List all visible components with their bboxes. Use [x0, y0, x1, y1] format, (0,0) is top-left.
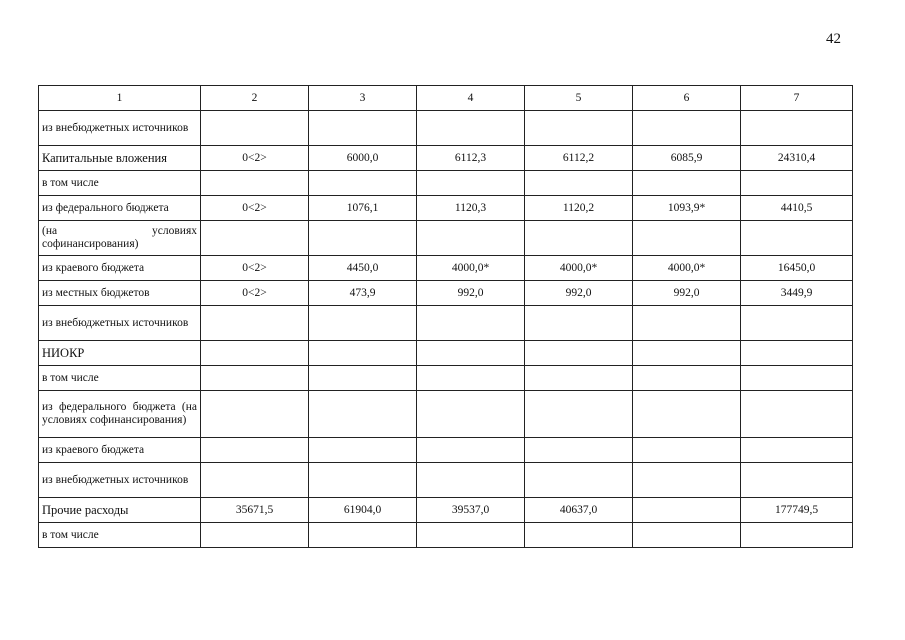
table-cell	[417, 341, 525, 366]
table-cell	[201, 111, 309, 146]
table-cell	[309, 341, 417, 366]
table-cell	[633, 111, 741, 146]
column-header: 3	[309, 86, 417, 111]
table-row	[39, 463, 853, 498]
table-cell	[741, 523, 853, 548]
table-cell	[201, 463, 309, 498]
table-cell	[741, 111, 853, 146]
table-cell: 6112,2	[525, 146, 633, 171]
table-cell	[309, 463, 417, 498]
row-label: из федерального бюджета	[39, 196, 201, 221]
table-cell: 6085,9	[633, 146, 741, 171]
table-cell	[201, 523, 309, 548]
table-cell	[417, 523, 525, 548]
table-cell	[525, 306, 633, 341]
table-cell: 177749,5	[741, 498, 853, 523]
table-cell	[417, 463, 525, 498]
table-row	[39, 171, 853, 196]
column-header: 5	[525, 86, 633, 111]
table-cell	[525, 221, 633, 256]
table-cell: 4000,0*	[417, 256, 525, 281]
table-cell	[633, 221, 741, 256]
row-label: из внебюджетных источников	[39, 306, 201, 341]
row-label: из федерального бюджета (на условиях софинансирования)	[39, 391, 201, 438]
table-cell: 0<2>	[201, 281, 309, 306]
table-cell: 1093,9*	[633, 196, 741, 221]
table-row	[39, 498, 853, 523]
table-cell	[309, 171, 417, 196]
table-cell	[417, 111, 525, 146]
table-cell	[525, 523, 633, 548]
table-cell	[417, 366, 525, 391]
header-row	[39, 86, 853, 111]
table-cell: 3449,9	[741, 281, 853, 306]
table-cell: 61904,0	[309, 498, 417, 523]
table-cell	[633, 498, 741, 523]
table-cell	[525, 341, 633, 366]
row-label: из внебюджетных источников	[39, 463, 201, 498]
table-cell	[417, 306, 525, 341]
table-cell	[741, 306, 853, 341]
column-header: 6	[633, 86, 741, 111]
column-header: 7	[741, 86, 853, 111]
row-label: Капитальные вложения	[39, 146, 201, 171]
table-cell	[633, 306, 741, 341]
table-cell: 24310,4	[741, 146, 853, 171]
table-cell: 35671,5	[201, 498, 309, 523]
table-cell: 992,0	[633, 281, 741, 306]
table-cell	[309, 111, 417, 146]
table-cell	[741, 463, 853, 498]
table-cell: 6000,0	[309, 146, 417, 171]
table-cell	[633, 438, 741, 463]
table-cell	[417, 391, 525, 438]
table-cell: 4410,5	[741, 196, 853, 221]
row-label: в том числе	[39, 171, 201, 196]
table-cell	[201, 306, 309, 341]
table-cell: 4000,0*	[525, 256, 633, 281]
table-row	[39, 366, 853, 391]
table-cell	[417, 171, 525, 196]
table-cell	[525, 391, 633, 438]
table-cell	[741, 391, 853, 438]
row-label: в том числе	[39, 523, 201, 548]
table-cell	[201, 366, 309, 391]
table-cell: 39537,0	[417, 498, 525, 523]
table-row	[39, 438, 853, 463]
table-cell	[309, 366, 417, 391]
table-cell	[633, 171, 741, 196]
table-row	[39, 306, 853, 341]
table-cell	[633, 523, 741, 548]
table-cell	[309, 306, 417, 341]
row-label: Прочие расходы	[39, 498, 201, 523]
table-row	[39, 196, 853, 221]
row-label: из краевого бюджета	[39, 256, 201, 281]
budget-table	[38, 85, 853, 548]
table-cell	[633, 366, 741, 391]
table-row	[39, 523, 853, 548]
row-label: из внебюджетных источников	[39, 111, 201, 146]
table-cell: 6112,3	[417, 146, 525, 171]
table-cell	[201, 438, 309, 463]
table-cell	[525, 366, 633, 391]
table-cell: 1120,2	[525, 196, 633, 221]
row-label: (на условиях софинансирования)	[39, 221, 201, 256]
table-cell: 0<2>	[201, 196, 309, 221]
table-cell	[633, 391, 741, 438]
table-cell: 992,0	[417, 281, 525, 306]
table-cell: 4450,0	[309, 256, 417, 281]
table-cell: 16450,0	[741, 256, 853, 281]
column-header: 4	[417, 86, 525, 111]
table-row	[39, 281, 853, 306]
table-cell: 4000,0*	[633, 256, 741, 281]
table-cell	[741, 171, 853, 196]
table-cell: 473,9	[309, 281, 417, 306]
row-label: НИОКР	[39, 341, 201, 366]
table-cell	[309, 523, 417, 548]
table-cell: 0<2>	[201, 256, 309, 281]
table-cell	[525, 171, 633, 196]
table-cell	[741, 221, 853, 256]
table-cell	[201, 391, 309, 438]
table-cell	[633, 341, 741, 366]
table-cell	[741, 366, 853, 391]
table-cell	[417, 438, 525, 463]
column-header: 2	[201, 86, 309, 111]
table-cell	[309, 438, 417, 463]
table-row	[39, 146, 853, 171]
row-label: в том числе	[39, 366, 201, 391]
table-cell	[525, 438, 633, 463]
row-label: из краевого бюджета	[39, 438, 201, 463]
row-label: из местных бюджетов	[39, 281, 201, 306]
table-cell: 1120,3	[417, 196, 525, 221]
table-row	[39, 391, 853, 438]
table-cell: 1076,1	[309, 196, 417, 221]
page-number: 42	[826, 31, 841, 47]
table-row	[39, 221, 853, 256]
table-cell	[741, 341, 853, 366]
table-cell	[525, 111, 633, 146]
table-row	[39, 341, 853, 366]
table-cell	[741, 438, 853, 463]
table-cell: 40637,0	[525, 498, 633, 523]
table-cell	[201, 171, 309, 196]
table-row	[39, 111, 853, 146]
table-cell	[417, 221, 525, 256]
table-cell	[633, 463, 741, 498]
table-cell	[525, 463, 633, 498]
table-cell	[309, 221, 417, 256]
table-cell: 0<2>	[201, 146, 309, 171]
table-cell	[201, 341, 309, 366]
table-cell: 992,0	[525, 281, 633, 306]
table-cell	[201, 221, 309, 256]
column-header: 1	[39, 86, 201, 111]
table-cell	[309, 391, 417, 438]
table-row	[39, 256, 853, 281]
